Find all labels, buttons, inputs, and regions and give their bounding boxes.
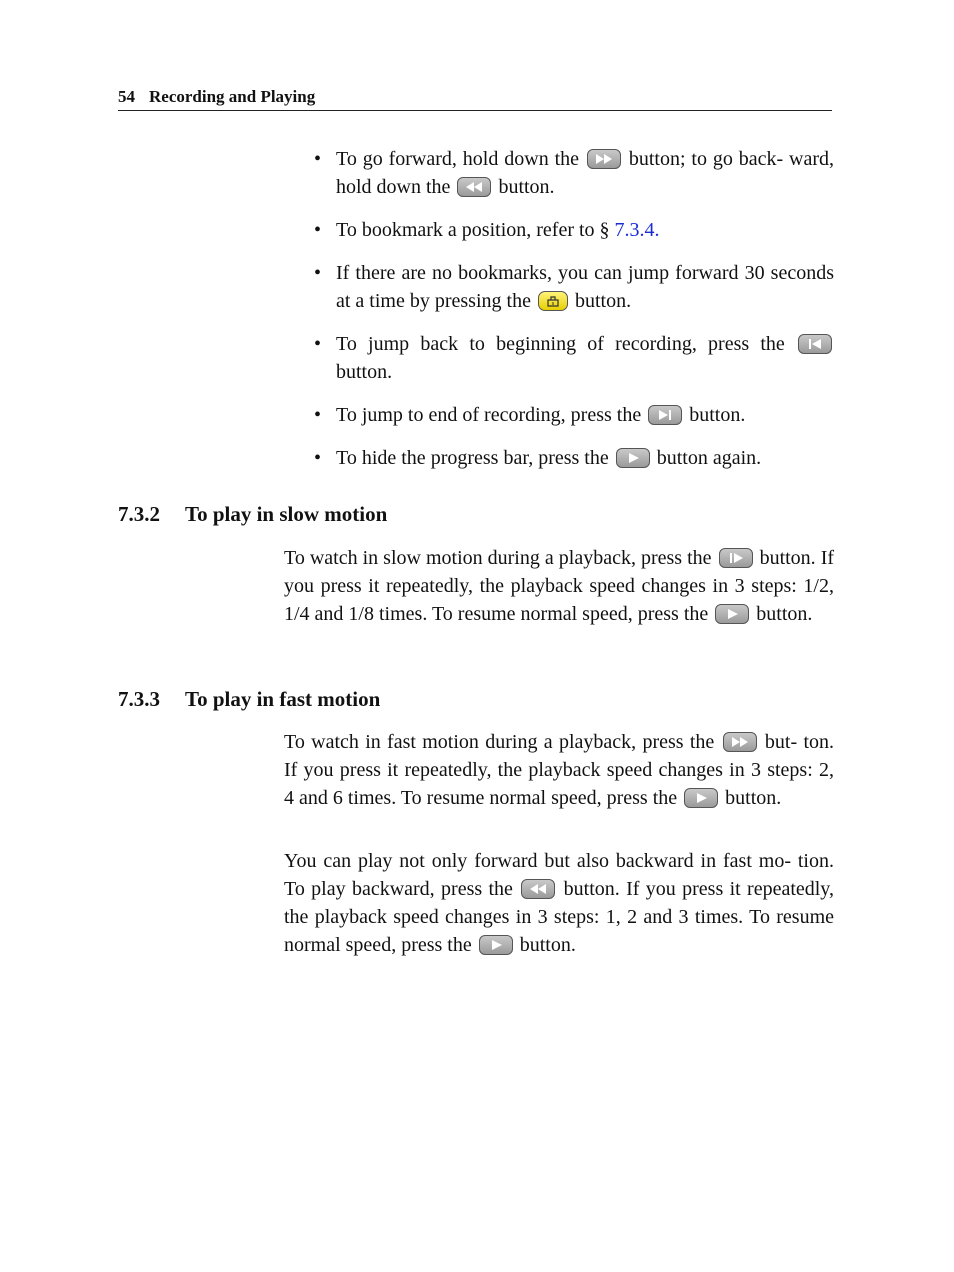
section-title: To play in fast motion (185, 687, 381, 711)
list-item (336, 444, 834, 472)
paragraph-text: button. (725, 787, 782, 809)
bullet-text: button. (498, 176, 555, 198)
list-item (336, 216, 834, 244)
section-number: 7.3.3 (118, 687, 160, 711)
bullet-text: If there are no bookmarks, you can jump forward 30 seconds at a time by pressing the (336, 262, 834, 312)
paragraph-text: button. (756, 603, 813, 625)
play-button-icon (684, 788, 718, 808)
bullet-text: button. (336, 361, 393, 383)
fast-forward-button-icon (723, 732, 757, 752)
chapter-title: Recording and Playing (149, 87, 316, 106)
list-item (336, 401, 834, 429)
bullet-text: To go forward, hold down the (336, 148, 580, 170)
slow-motion-button-icon (719, 548, 753, 568)
paragraph-text: To watch in slow motion during a playback, press the (284, 547, 712, 569)
paragraph (284, 847, 834, 959)
bullet-text: To jump to end of recording, press the (336, 404, 642, 426)
list-item (336, 330, 834, 386)
skip-to-start-button-icon (798, 334, 832, 354)
section-heading (118, 685, 380, 713)
bullet-text: To bookmark a position, refer to § (336, 219, 610, 241)
running-header (118, 86, 832, 111)
paragraph-text: but- ton. If you press it repeatedly, the playback speed changes in 3 steps: 2, 4 and 6 times. To resume normal speed, press the (284, 731, 835, 809)
bullet-text: button. (574, 290, 632, 312)
bullet-text: To jump back to beginning of recording, press the (336, 333, 785, 355)
paragraph-text: You can play not only forward but also backward in fast mo- tion. To play backward, press the (284, 850, 834, 900)
rewind-button-icon (457, 177, 491, 197)
section-link[interactable]: 7.3.4. (614, 219, 660, 241)
paragraph-text: button. (519, 934, 576, 956)
section-title: To play in slow motion (185, 502, 388, 526)
play-button-icon (479, 935, 513, 955)
skip-to-end-button-icon (648, 405, 682, 425)
fast-forward-button-icon (587, 149, 621, 169)
bullet-text: button; to go back- ward, hold down the (336, 148, 835, 198)
instructions-list (336, 145, 834, 487)
bullet-text: To hide the progress bar, press the (336, 447, 609, 469)
paragraph-text: To watch in fast motion during a playback, press the (284, 731, 715, 753)
bullet-text: button. (689, 404, 746, 426)
rewind-button-icon (521, 879, 555, 899)
jump-forward-button-icon (538, 291, 568, 311)
list-item (336, 259, 834, 315)
paragraph-text: button. If you press it repeatedly, the playback speed changes in 3 steps: 1/2, 1/4 and 1/8 times. To resume normal speed, press the (284, 547, 835, 625)
section-number: 7.3.2 (118, 502, 160, 526)
page-number: 54 (118, 87, 135, 106)
paragraph (284, 728, 834, 812)
play-button-icon (616, 448, 650, 468)
bullet-text: button again. (656, 447, 762, 469)
play-button-icon (715, 604, 749, 624)
list-item (336, 145, 834, 201)
paragraph (284, 544, 834, 628)
paragraph-text: button. If you press it repeatedly, the playback speed changes in 3 steps: 1, 2 and 3 times. To resume normal speed, press the (284, 878, 835, 956)
section-heading (118, 500, 387, 528)
